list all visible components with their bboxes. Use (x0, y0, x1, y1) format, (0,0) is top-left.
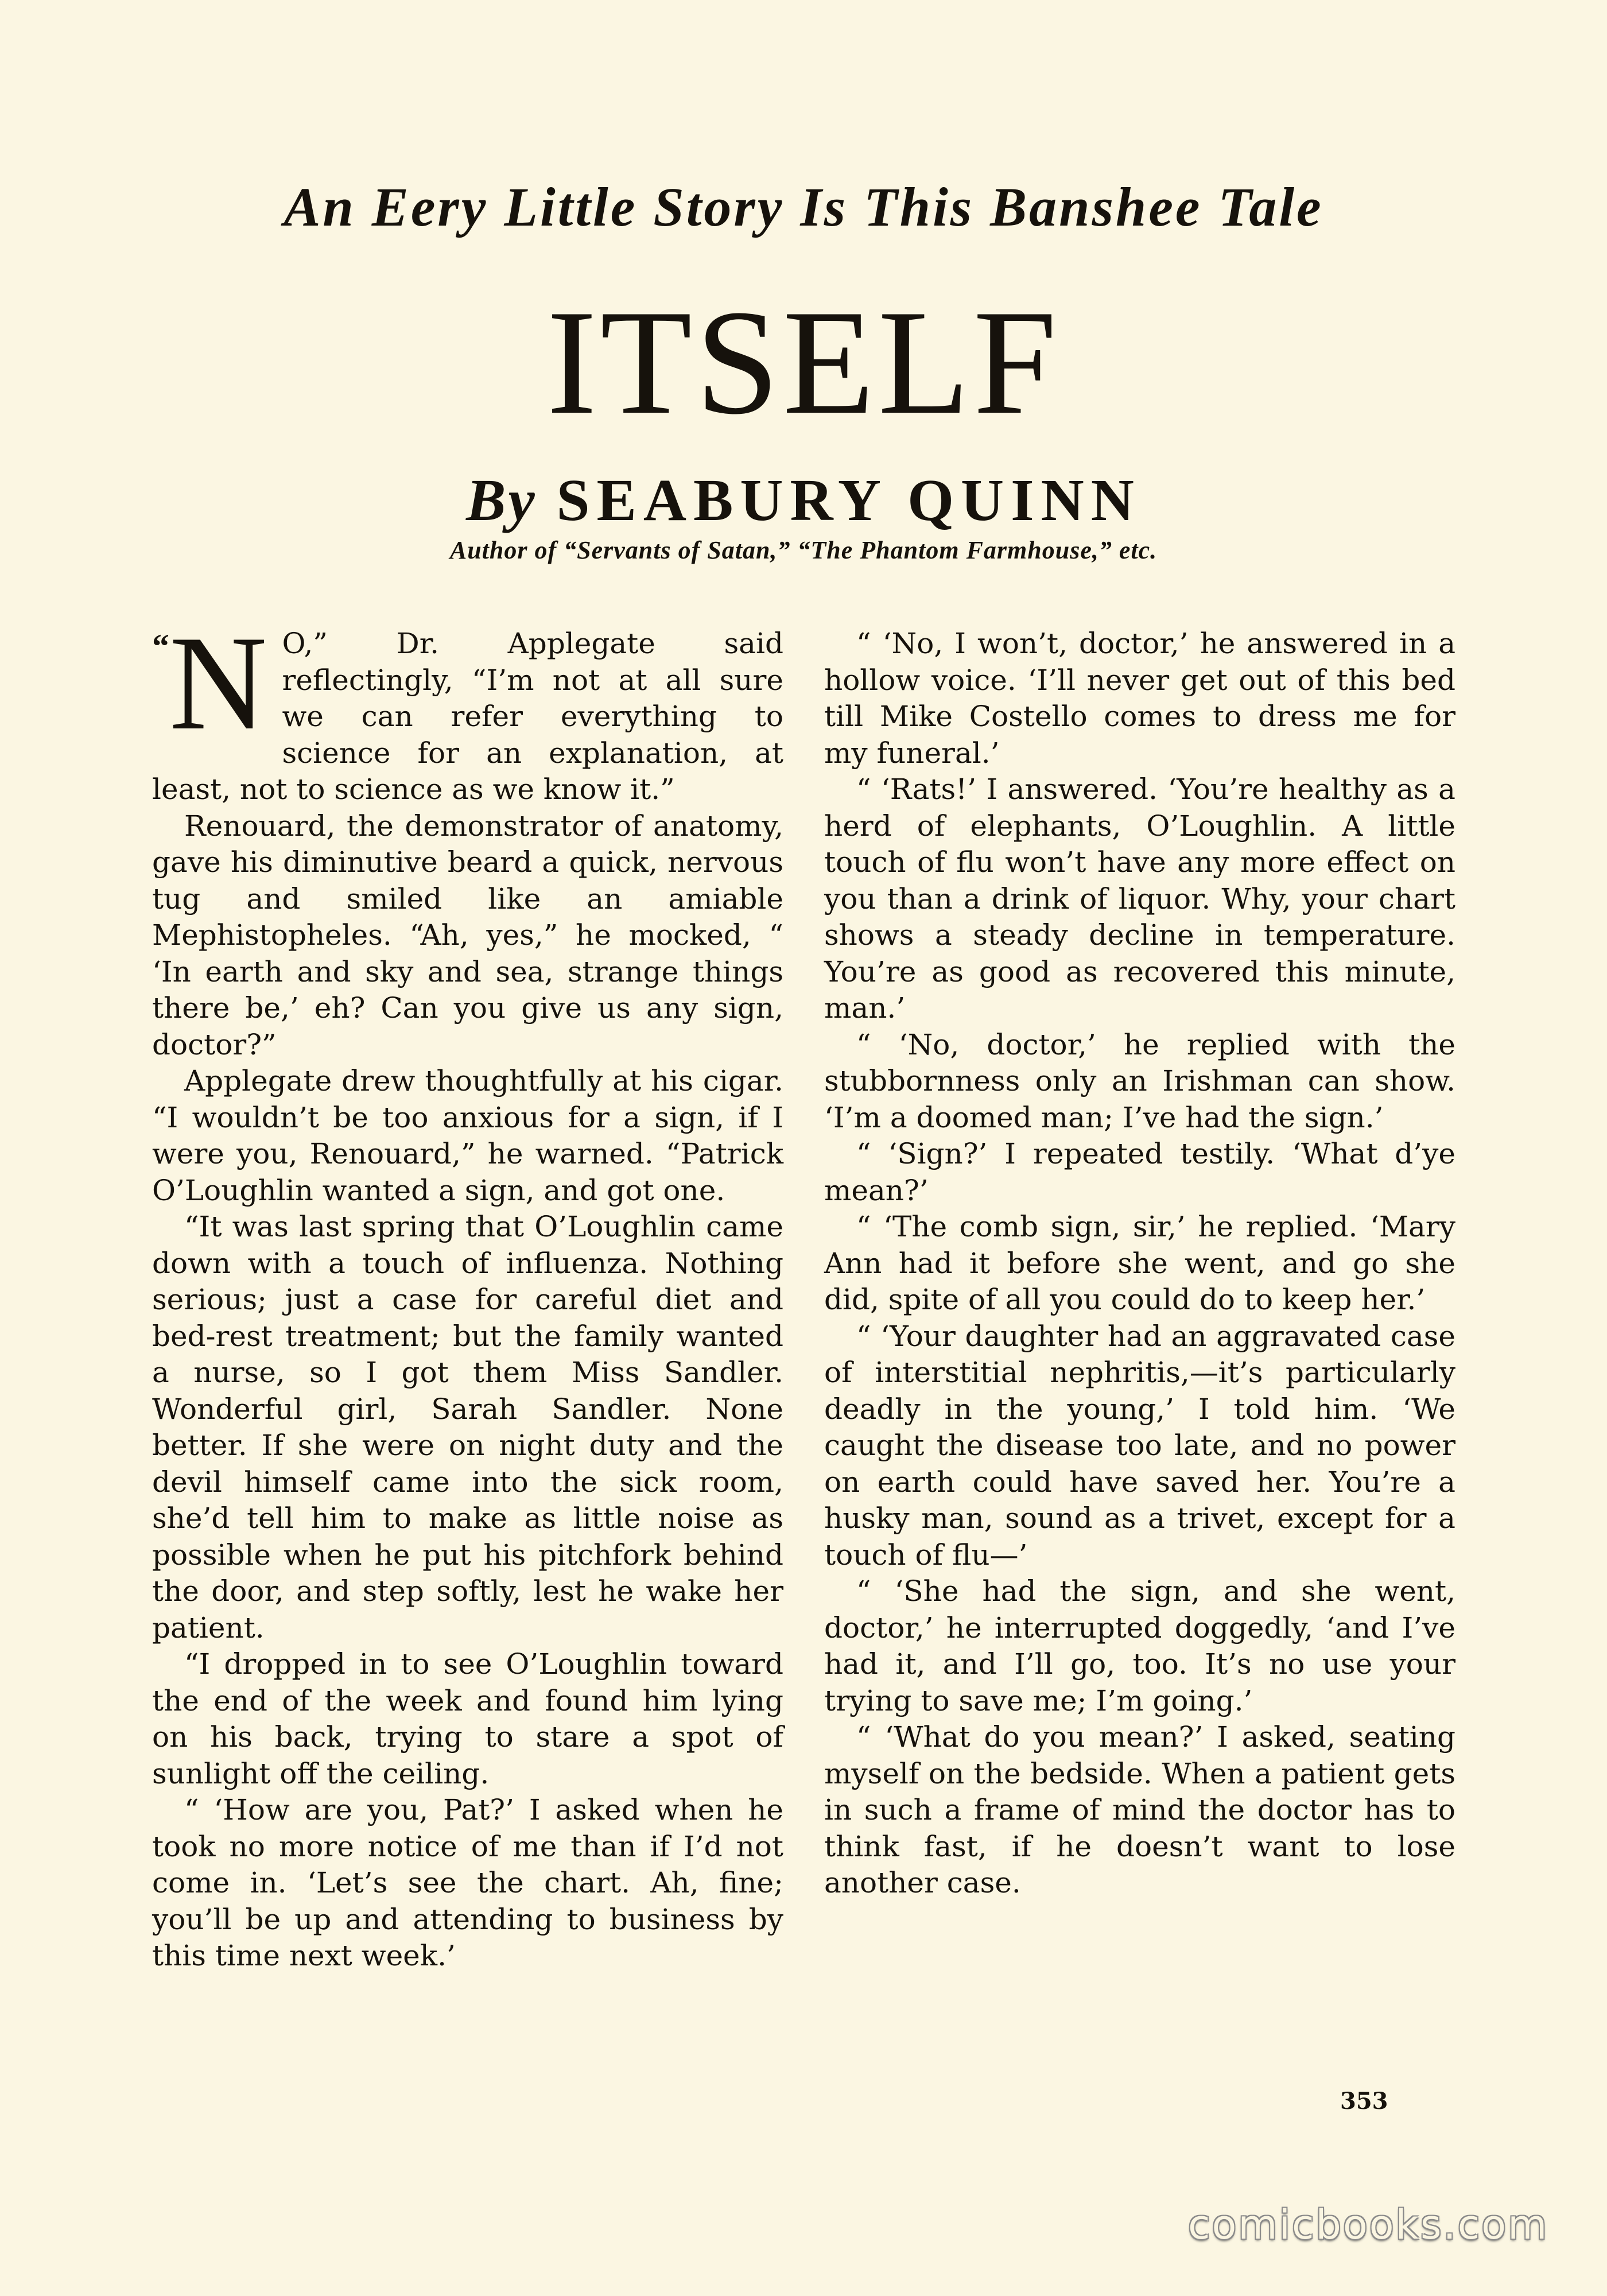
paragraph: “ ‘She had the sign, and she went, doctor,’ he interrupted doggedly, ‘and I’ve had it, and I’ll go, too. It’s no use your trying to save me; I’m going.’ (824, 1574, 1455, 1717)
author-name: SEABURY QUINN (556, 467, 1141, 533)
paragraph: Applegate drew thoughtfully at his cigar. “I wouldn’t be too anxious for a sign, if I were you, Renouard,” he warned. “Patrick O’Loughlin wanted a sign, and got one. (152, 1064, 783, 1207)
drop-cap (152, 608, 267, 758)
watermark-logo: comicbooks.com (1188, 2201, 1549, 2248)
byline (0, 466, 1607, 534)
paragraph: Renouard, the demonstrator of anatomy, gave his diminutive beard a quick, nervous tug and smiled like an amiable Mephistopheles. “Ah, yes,” he mocked, “ ‘In earth and sky and sea, strange things there be,’ eh? Can you give us any sign, doctor?” (152, 809, 783, 1061)
paragraph: “ ‘No, I won’t, doctor,’ he answered in a hollow voice. ‘I’ll never get out of this bed till Mike Costello comes to dress me for my funeral.’ (824, 627, 1455, 770)
page-number: 353 (1340, 2088, 1388, 2115)
opening-paragraph (152, 608, 783, 808)
paragraph: “ ‘Your daughter had an aggravated case of interstitial nephritis,—it’s particularly deadly in the young,’ I told him. ‘We caught the disease too late, and no power on earth could have saved her. You’re a husky man, sound as a trivet, except for a touch of flu—’ (824, 1319, 1455, 1572)
paragraph: “ ‘No, doctor,’ he replied with the stubbornness only an Irishman can show. ‘I’m a doomed man; I’ve had the sign.’ (824, 1027, 1455, 1134)
drop-cap-letter: N (169, 608, 267, 758)
paragraph: “ ‘The comb sign, sir,’ he replied. ‘Mary Ann had it before she went, and go she did, spite of all you could do to keep her.’ (824, 1210, 1455, 1316)
paragraph: “ ‘Sign?’ I repeated testily. ‘What d’ye mean?’ (824, 1137, 1455, 1207)
paragraph: “ ‘How are you, Pat?’ I asked when he took no more notice of me than if I’d not come in. ‘Let’s see the chart. Ah, fine; you’ll be up and attending to business by this time next week.’ (152, 1793, 783, 1972)
byline-by: By (466, 467, 537, 533)
paragraph-text: O,” Dr. Applegate said reflectingly, “I’m not at all sure we can refer everything to science for an explanation, at least, not to science as we know it.” (152, 627, 783, 806)
paragraph: “I dropped in to see O’Loughlin toward the end of the week and found him lying on his back, trying to stare a spot of sunlight off the ceiling. (152, 1647, 783, 1790)
left-column (152, 608, 783, 1975)
story-title: ITSELF (546, 279, 1061, 445)
right-column (824, 626, 1455, 1902)
author-credits: Author of “Servants of Satan,” “The Phantom Farmhouse,” etc. (449, 536, 1158, 564)
paragraph: “It was last spring that O’Loughlin came down with a touch of influenza. Nothing serious; just a case for careful diet and bed-rest treatment; but the family wanted a nurse, so I got them Miss Sandler. Wonderful girl, Sarah Sandler. None better. If she were on night duty and the devil himself came into the sick room, she’d tell him to make as little noise as possible when he put his pitchfork behind the door, and step softly, lest he wake her patient. (152, 1210, 783, 1645)
drop-cap-quote: “ (152, 627, 169, 665)
paragraph: “ ‘What do you mean?’ I asked, seating myself on the bedside. When a patient gets in such a frame of mind the doctor has to think fast, if he doesn’t want to lose another case. (824, 1720, 1455, 1899)
paragraph: “ ‘Rats!’ I answered. ‘You’re healthy as a herd of elephants, O’Loughlin. A little touch of flu won’t have any more effect on you than a drink of liquor. Why, your chart shows a steady decline in temperature. You’re as good as recovered this minute, man.’ (824, 773, 1455, 1025)
story-kicker: An Eery Little Story Is This Banshee Tale (284, 176, 1323, 238)
